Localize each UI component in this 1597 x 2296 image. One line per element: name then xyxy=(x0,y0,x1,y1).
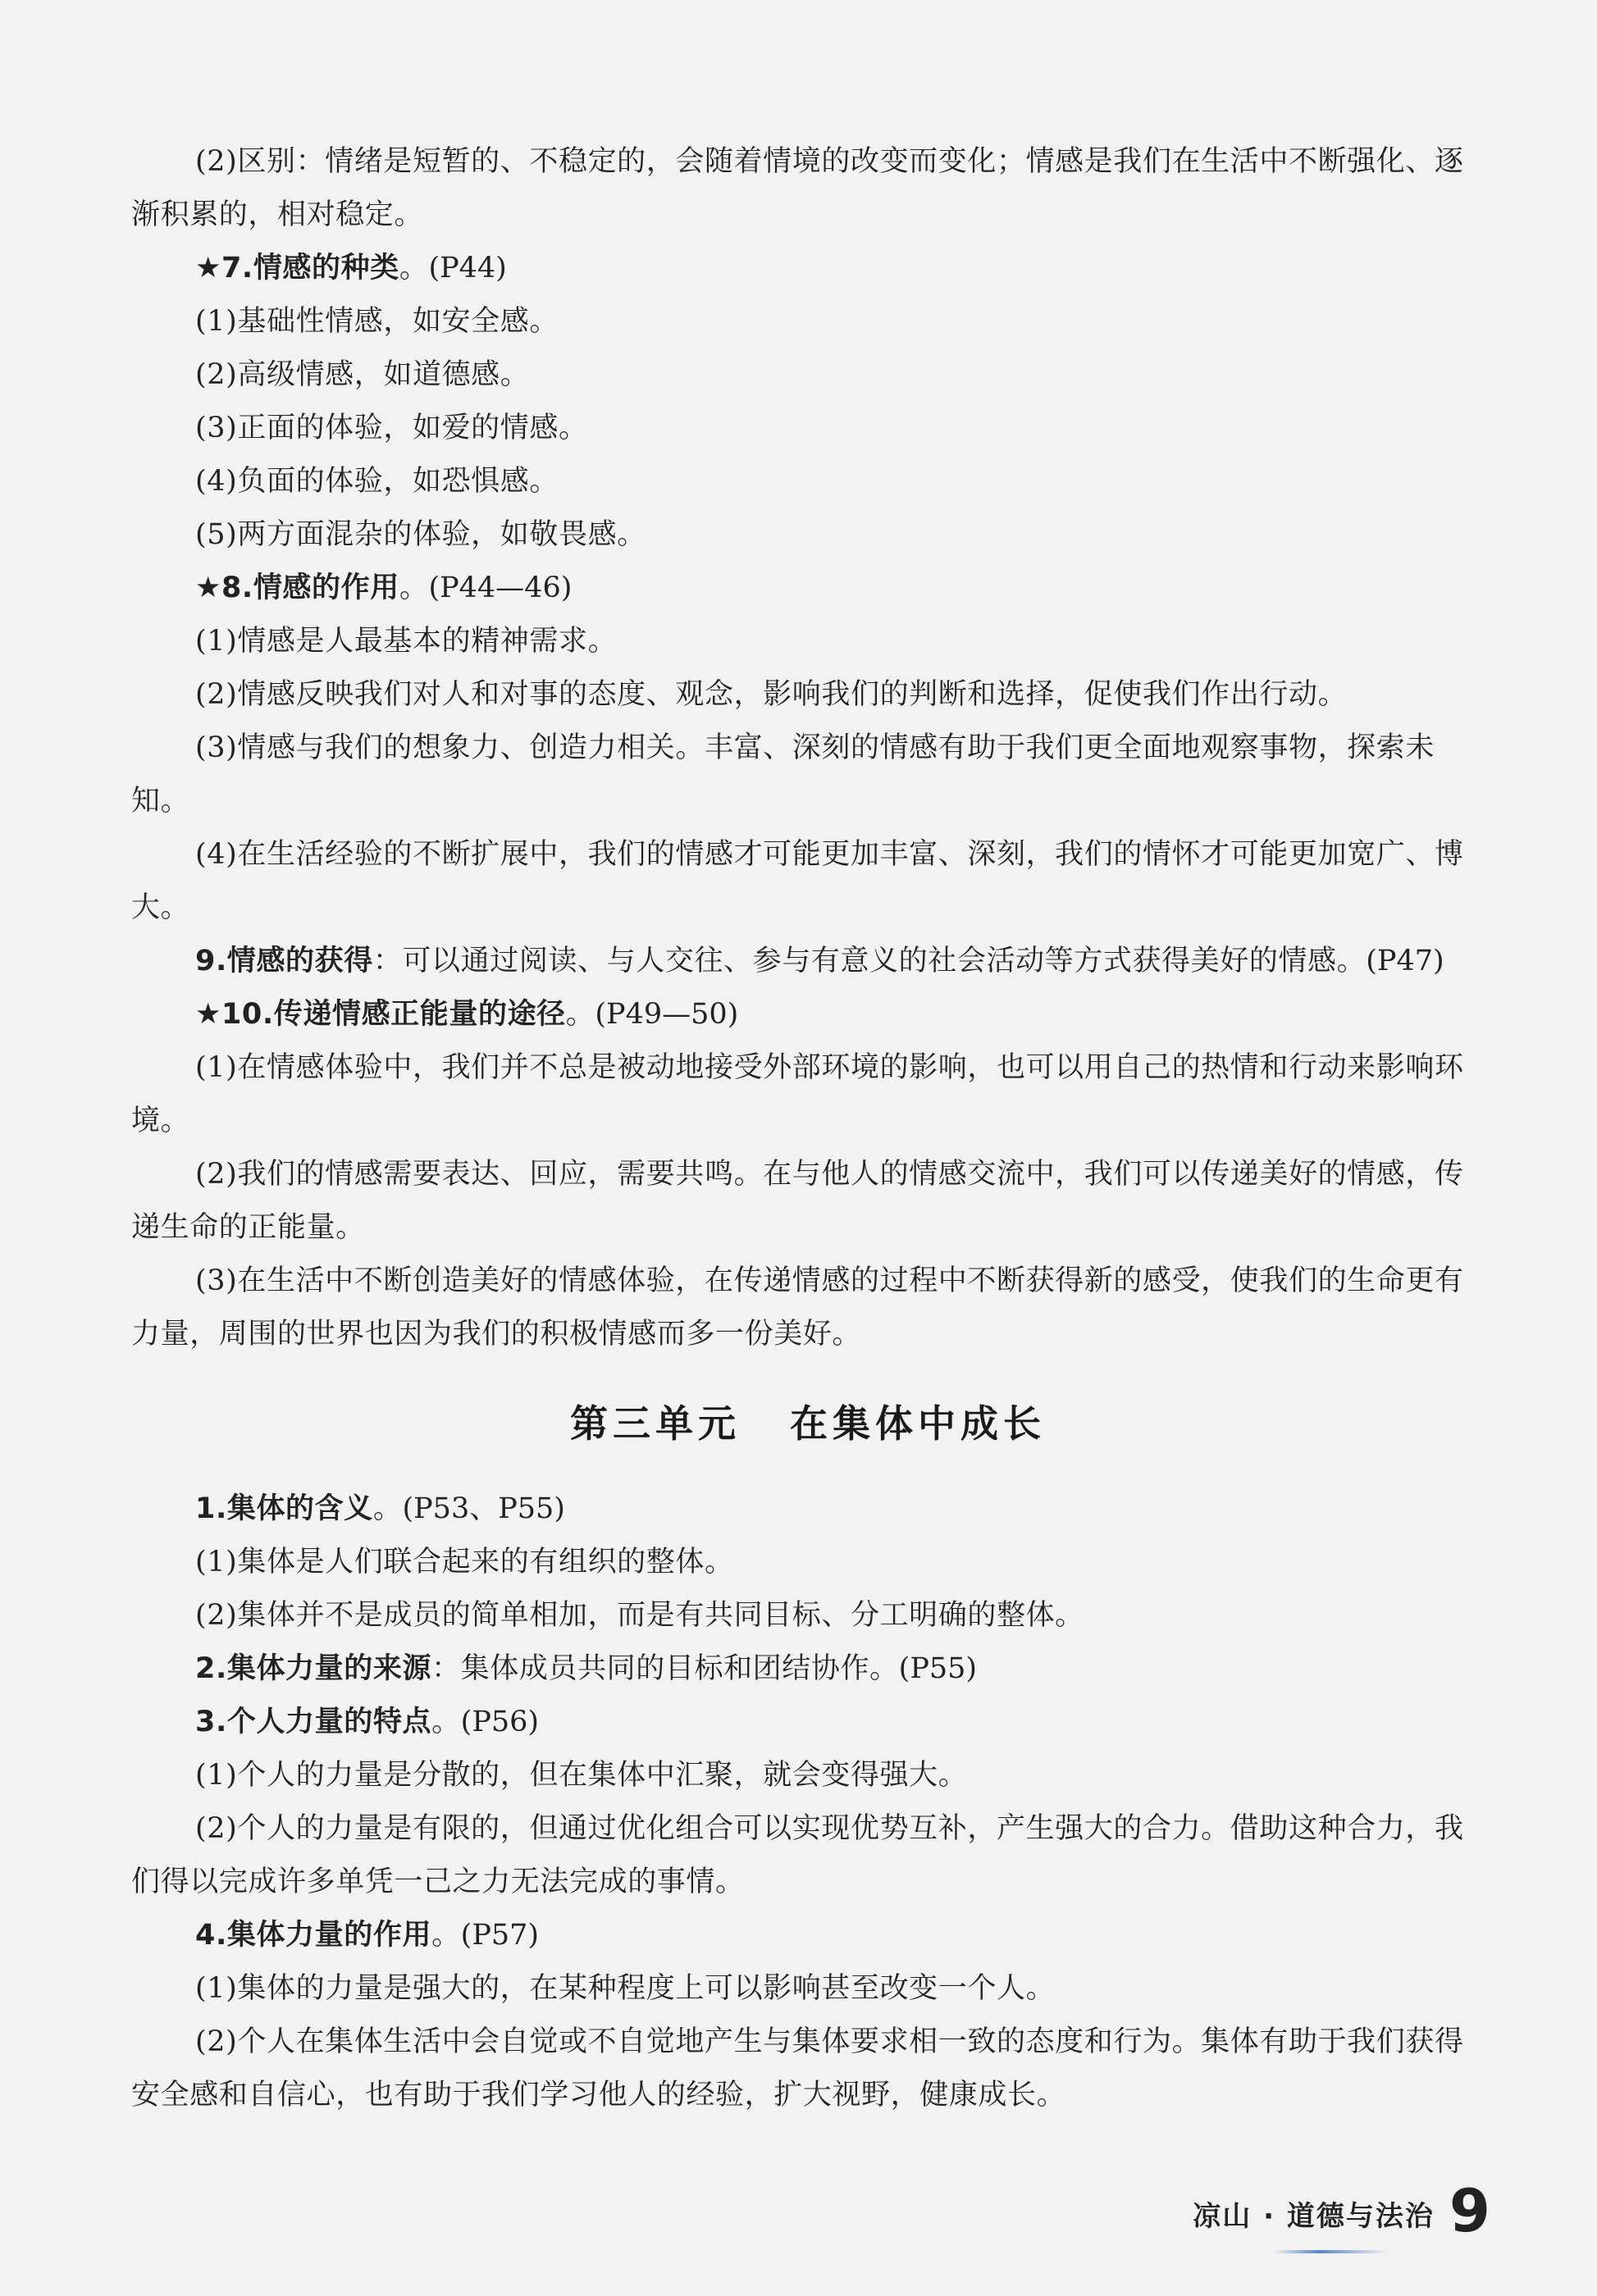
section-heading-paragraph xyxy=(131,1642,1485,1696)
paragraph-text: 。 xyxy=(372,1492,403,1525)
body-paragraph xyxy=(131,455,1485,508)
paragraph-text: (1)集体的力量是强大的，在某种程度上可以影响甚至改变一个人。 xyxy=(195,1972,1056,2005)
body-paragraph xyxy=(131,1255,1485,1361)
body-paragraph xyxy=(131,1536,1485,1589)
paragraph-text: (2)个人的力量是有限的，但通过优化组合可以实现优势互补，产生强大的合力。借助这种合力，我们得以完成许多单凭一己之力无法完成的事情。 xyxy=(131,1812,1464,1898)
section-heading: ★7.情感的种类 xyxy=(195,252,399,285)
paragraph-text: (1)基础性情感，如安全感。 xyxy=(195,305,559,338)
footer-underline xyxy=(1273,2250,1388,2253)
paragraph-text: (2)区别：情绪是短暂的、不稳定的，会随着情境的改变而变化；情感是我们在生活中不断强化、逐渐积累的，相对稳定。 xyxy=(131,145,1464,231)
unit-number: 第三单元 xyxy=(570,1401,741,1446)
paragraph-text: (2)高级情感，如道德感。 xyxy=(195,358,530,391)
body-paragraph xyxy=(131,1041,1485,1148)
paragraph-text: (2)我们的情感需要表达、回应，需要共鸣。在与他人的情感交流中，我们可以传递美好的情感，传递生命的正能量。 xyxy=(131,1158,1464,1244)
body-paragraph xyxy=(131,508,1485,562)
section-heading: 3.个人力量的特点 xyxy=(195,1706,432,1738)
section-heading-paragraph xyxy=(131,242,1485,295)
paragraph-text: 。 xyxy=(399,572,429,604)
section-heading-paragraph xyxy=(131,562,1485,615)
body-paragraph xyxy=(131,295,1485,348)
paragraph-text: ：可以通过阅读、与人交往、参与有意义的社会活动等方式获得美好的情感。 xyxy=(372,945,1367,977)
unit-heading xyxy=(131,1394,1485,1448)
body-paragraph xyxy=(131,722,1485,828)
body-paragraph xyxy=(131,1962,1485,2016)
paragraph-text: (3)情感与我们的想象力、创造力相关。丰富、深刻的情感有助于我们更全面地观察事物，探索未知。 xyxy=(131,731,1435,818)
paragraph-text: 。 xyxy=(431,1919,461,1952)
page-reference: (P49—50) xyxy=(595,998,739,1031)
paragraph-text: (2)个人在集体生活中会自觉或不自觉地产生与集体要求相一致的态度和行为。集体有助于我们获得安全感和自信心，也有助于我们学习他人的经验，扩大视野，健康成长。 xyxy=(131,2025,1464,2112)
page-reference: (P57) xyxy=(460,1919,540,1952)
paragraph-text: (3)在生活中不断创造美好的情感体验，在传递情感的过程中不断获得新的感受，使我们的生命更有力量，周围的世界也因为我们的积极情感而多一份美好。 xyxy=(131,1264,1464,1351)
page-reference: (P47) xyxy=(1366,945,1444,977)
paragraph-text: 。 xyxy=(431,1706,461,1738)
document-content xyxy=(131,135,1485,2122)
section-heading: ★8.情感的作用 xyxy=(195,572,399,604)
body-paragraph xyxy=(131,135,1485,242)
unit-title: 在集体中成长 xyxy=(790,1401,1046,1446)
body-paragraph xyxy=(131,1148,1485,1255)
section-heading: ★10.传递情感正能量的途径 xyxy=(195,998,566,1031)
body-paragraph xyxy=(131,828,1485,935)
section-heading-paragraph xyxy=(131,1696,1485,1749)
section-heading: 2.集体力量的来源 xyxy=(195,1652,432,1685)
page-reference: (P53、P55) xyxy=(402,1492,565,1525)
page-reference: (P55) xyxy=(898,1652,978,1685)
paragraph-text: (1)情感是人最基本的精神需求。 xyxy=(195,625,618,658)
paragraph-text: ：集体成员共同的目标和团结协作。 xyxy=(431,1652,899,1685)
paragraph-text: (1)在情感体验中，我们并不总是被动地接受外部环境的影响，也可以用自己的热情和行动来影响环境。 xyxy=(131,1051,1464,1137)
footer-label: 凉山 · 道德与法治 xyxy=(1193,2200,1435,2233)
body-paragraph xyxy=(131,402,1485,455)
paragraph-text: (2)情感反映我们对人和对事的态度、观念，影响我们的判断和选择，促使我们作出行动。 xyxy=(195,678,1348,711)
section-heading-paragraph xyxy=(131,1909,1485,1962)
page-reference: (P44—46) xyxy=(428,572,573,604)
page-number: 9 xyxy=(1449,2176,1490,2245)
page-reference: (P56) xyxy=(460,1706,540,1738)
section-heading-paragraph xyxy=(131,935,1485,988)
section-heading: 4.集体力量的作用 xyxy=(195,1919,432,1952)
section-heading-paragraph xyxy=(131,1483,1485,1536)
section-heading-paragraph xyxy=(131,988,1485,1041)
body-paragraph xyxy=(131,348,1485,402)
paragraph-text: (3)正面的体验，如爱的情感。 xyxy=(195,412,588,444)
body-paragraph xyxy=(131,2016,1485,2122)
page-footer xyxy=(1193,2176,1490,2245)
paragraph-text: 。 xyxy=(399,252,429,285)
body-paragraph xyxy=(131,1749,1485,1802)
paragraph-text: (1)个人的力量是分散的，但在集体中汇聚，就会变得强大。 xyxy=(195,1759,968,1792)
paragraph-text: 。 xyxy=(565,998,595,1031)
paragraph-text: (4)在生活经验的不断扩展中，我们的情感才可能更加丰富、深刻，我们的情怀才可能更加宽广、博大。 xyxy=(131,838,1464,924)
paragraph-text: (4)负面的体验，如恐惧感。 xyxy=(195,465,559,498)
paragraph-text: (2)集体并不是成员的简单相加，而是有共同目标、分工明确的整体。 xyxy=(195,1599,1084,1632)
body-paragraph xyxy=(131,1802,1485,1909)
body-paragraph xyxy=(131,615,1485,668)
body-paragraph xyxy=(131,1589,1485,1642)
section-heading: 9.情感的获得 xyxy=(195,945,373,977)
section-heading: 1.集体的含义 xyxy=(195,1492,373,1525)
body-paragraph xyxy=(131,668,1485,722)
paragraph-text: (5)两方面混杂的体验，如敬畏感。 xyxy=(195,518,646,551)
page-reference: (P44) xyxy=(428,252,507,285)
paragraph-text: (1)集体是人们联合起来的有组织的整体。 xyxy=(195,1546,734,1578)
